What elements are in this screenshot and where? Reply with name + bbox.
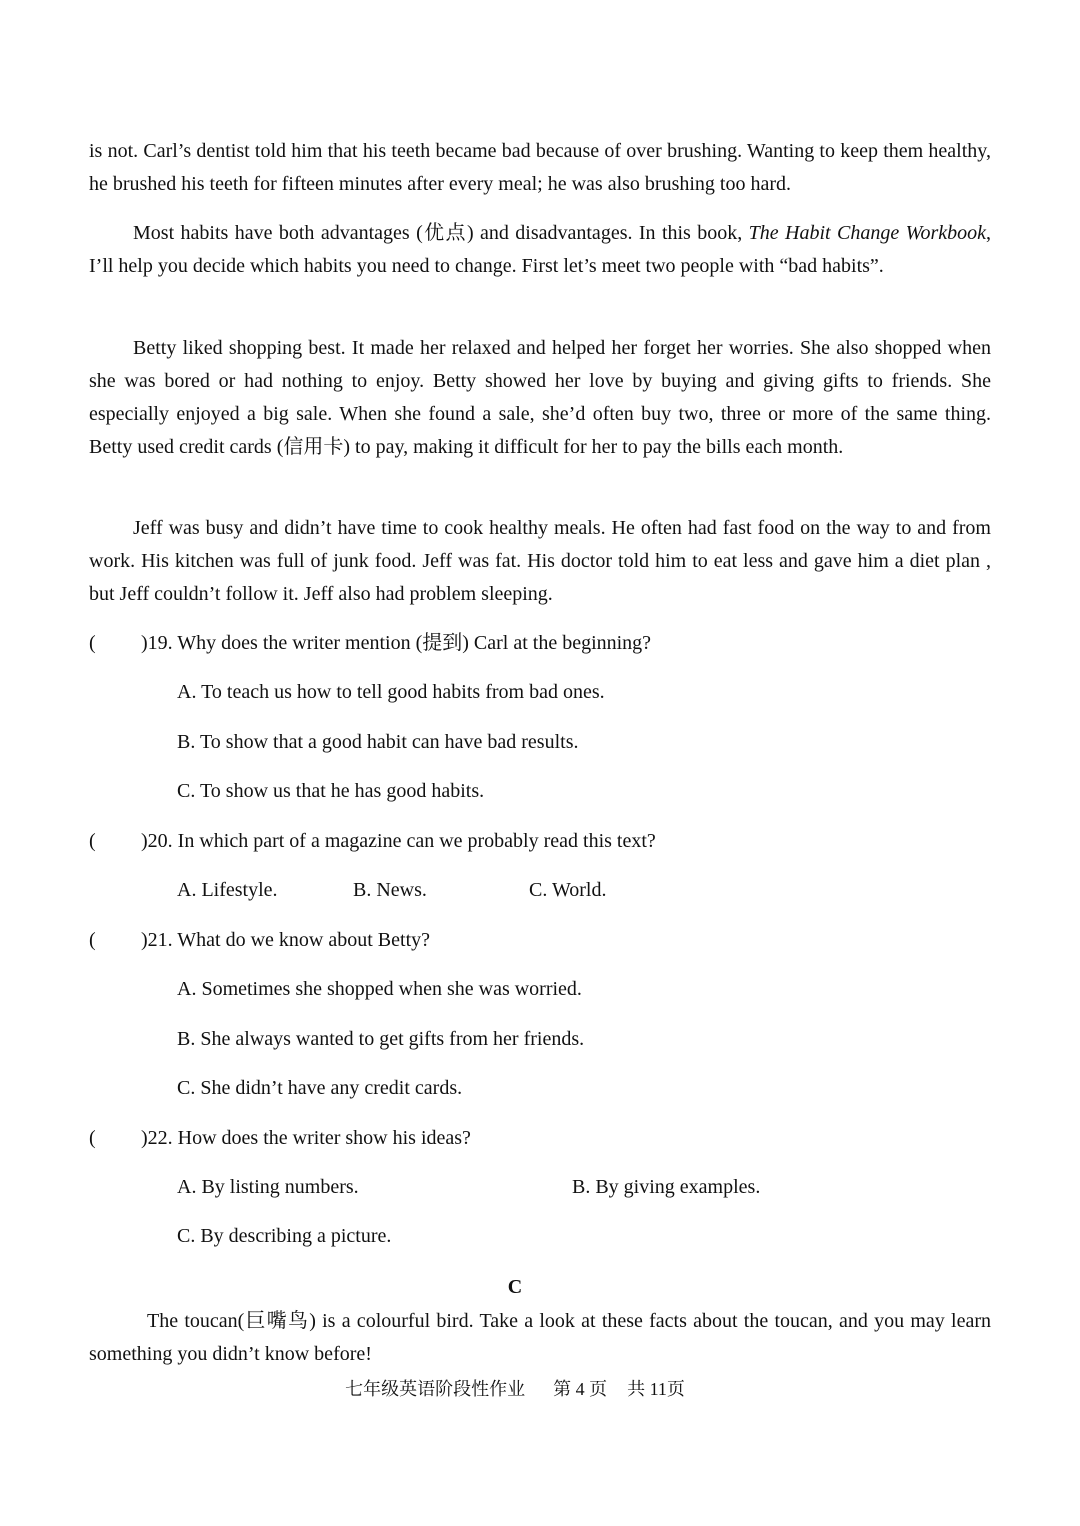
option-21-a: A. Sometimes she shopped when she was worried. (177, 978, 582, 1000)
option-22-c: C. By describing a picture. (177, 1225, 392, 1247)
option-20-c: C. World. (529, 879, 607, 901)
answer-blank[interactable]: ( (89, 830, 96, 852)
book-title: The Habit Change Workbook (748, 222, 987, 244)
option-19-b: B. To show that a good habit can have bad results. (177, 731, 579, 753)
option-19-a: A. To teach us how to tell good habits from bad ones. (177, 681, 605, 703)
question-text: )20. In which part of a magazine can we probably read this text? (141, 830, 656, 852)
page-footer (0, 1376, 1030, 1402)
passage-paragraph-habits (89, 217, 991, 283)
question-text: )19. Why does the writer mention (提到) Carl at the beginning? (141, 632, 652, 654)
question-20 (89, 827, 656, 855)
section-heading-c: C (507, 1276, 523, 1298)
option-20-a: A. Lifestyle. (177, 879, 278, 901)
question-22 (89, 1124, 471, 1152)
option-22-a: A. By listing numbers. (177, 1176, 359, 1198)
answer-blank[interactable]: ( (89, 929, 96, 951)
passage-paragraph-betty: Betty liked shopping best. It made her relaxed and helped her forget her worries. She also shopped when she was bored or had nothing to enjoy. Betty showed her love by buying and giving gifts to friends. She especially enjoyed a big sale. When she found a sale, she’d often buy two, three or more of the same thing. Betty used credit cards (信用卡) to pay, making it difficult for her to pay the bills each month. (89, 337, 991, 458)
footer-page-number: 第 4 页 (553, 1379, 608, 1399)
paragraph-text: , I’ll help you decide which habits you need to change. First let’s meet two people with “bad habits”. (89, 222, 992, 277)
passage-paragraph-jeff: Jeff was busy and didn’t have time to cook healthy meals. He often had fast food on the way to and from work. His kitchen was full of junk food. Jeff was fat. His doctor told him to eat less and gave him a diet plan , but Jeff couldn’t follow it. Jeff also had problem sleeping. (89, 517, 991, 605)
passage-paragraph-continued: is not. Carl’s dentist told him that his teeth became bad because of over brushing. Wanting to keep them healthy, he brushed his teeth for fifteen minutes after every meal; he was also brushing too hard. (89, 140, 991, 195)
question-text: )22. How does the writer show his ideas? (141, 1127, 471, 1149)
question-text: )21. What do we know about Betty? (141, 929, 431, 951)
option-22-b: B. By giving examples. (572, 1176, 761, 1198)
section-c-intro: The toucan(巨嘴鸟) is a colourful bird. Take a look at these facts about the toucan, and you may learn something you didn’t know before! (89, 1310, 991, 1365)
answer-blank[interactable]: ( (89, 632, 96, 654)
paragraph-text: Most habits have both advantages (优点) and disadvantages. In this book, (133, 222, 749, 244)
option-21-c: C. She didn’t have any credit cards. (177, 1077, 463, 1099)
option-20-b: B. News. (353, 879, 427, 901)
option-21-b: B. She always wanted to get gifts from her friends. (177, 1028, 585, 1050)
option-19-c: C. To show us that he has good habits. (177, 780, 485, 802)
answer-blank[interactable]: ( (89, 1127, 96, 1149)
question-19 (89, 629, 651, 657)
question-21 (89, 926, 430, 954)
footer-total-pages: 共 11页 (627, 1379, 685, 1399)
footer-course: 七年级英语阶段性作业 (345, 1379, 526, 1399)
